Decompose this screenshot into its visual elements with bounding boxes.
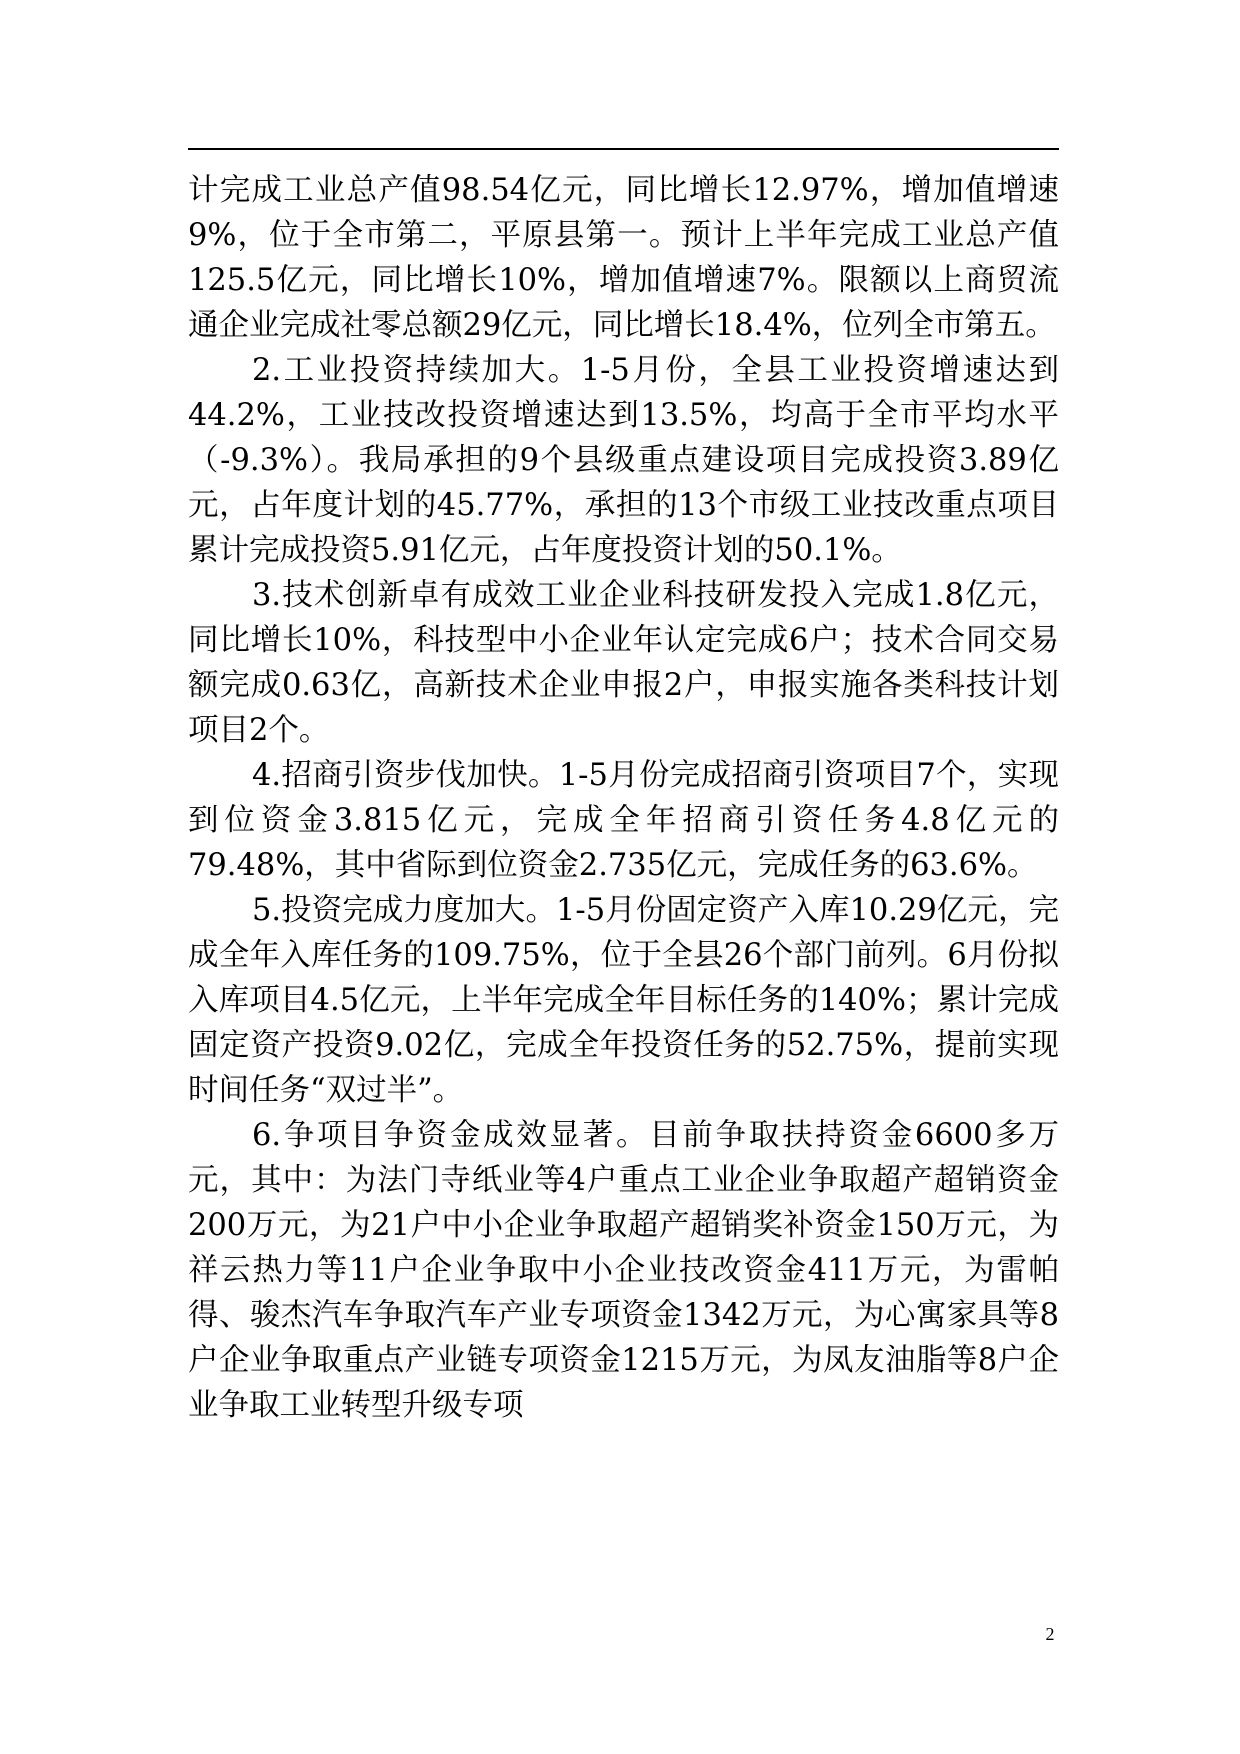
paragraph-project-funding: 6.争项目争资金成效显著。目前争取扶持资金6600多万元，其中：为法门寺纸业等4户重点工业企业争取超产超销资金200万元，为21户中小企业争取超产超销奖补资金150万元，为祥云热力等11户企业争取中小企业技改资金411万元，为雷帕得、骏杰汽车争取汽车产业专项资金1342万元，为心寓家具等8户企业争取重点产业链专项资金1215万元，为凤友油脂等8户企业争取工业转型升级专项 xyxy=(188,1118,1059,1423)
paragraph-continuation: 计完成工业总产值98.54亿元，同比增长12.97%，增加值增速9%，位于全市第二，平原县第一。预计上半年完成工业总产值125.5亿元，同比增长10%，增加值增速7%。限额以上商贸流通企业完成社零总额29亿元，同比增长18.4%，位列全市第五。 xyxy=(188,173,1059,343)
body-text xyxy=(188,168,1059,1428)
paragraph-investment-attraction: 4.招商引资步伐加快。1-5月份完成招商引资项目7个，实现到位资金3.815亿元，完成全年招商引资任务4.8亿元的79.48%，其中省际到位资金2.735亿元，完成任务的63.6%。 xyxy=(188,758,1059,883)
paragraph-industrial-investment: 2.工业投资持续加大。1-5月份，全县工业投资增速达到44.2%，工业技改投资增速达到13.5%，均高于全市平均水平（-9.3%）。我局承担的9个县级重点建设项目完成投资3.89亿元，占年度计划的45.77%，承担的13个市级工业技改重点项目累计完成投资5.91亿元，占年度投资计划的50.1%。 xyxy=(188,353,1059,568)
paragraph-technology-innovation: 3.技术创新卓有成效工业企业科技研发投入完成1.8亿元，同比增长10%，科技型中小企业年认定完成6户；技术合同交易额完成0.63亿，高新技术企业申报2户，申报实施各类科技计划项目2个。 xyxy=(188,578,1059,748)
header-rule xyxy=(188,148,1059,150)
paragraph-investment-completion: 5.投资完成力度加大。1-5月份固定资产入库10.29亿元，完成全年入库任务的109.75%，位于全县26个部门前列。6月份拟入库项目4.5亿元，上半年完成全年目标任务的140%；累计完成固定资产投资9.02亿，完成全年投资任务的52.75%，提前实现时间任务“双过半”。 xyxy=(188,893,1059,1108)
page-number: 2 xyxy=(1045,1624,1055,1644)
